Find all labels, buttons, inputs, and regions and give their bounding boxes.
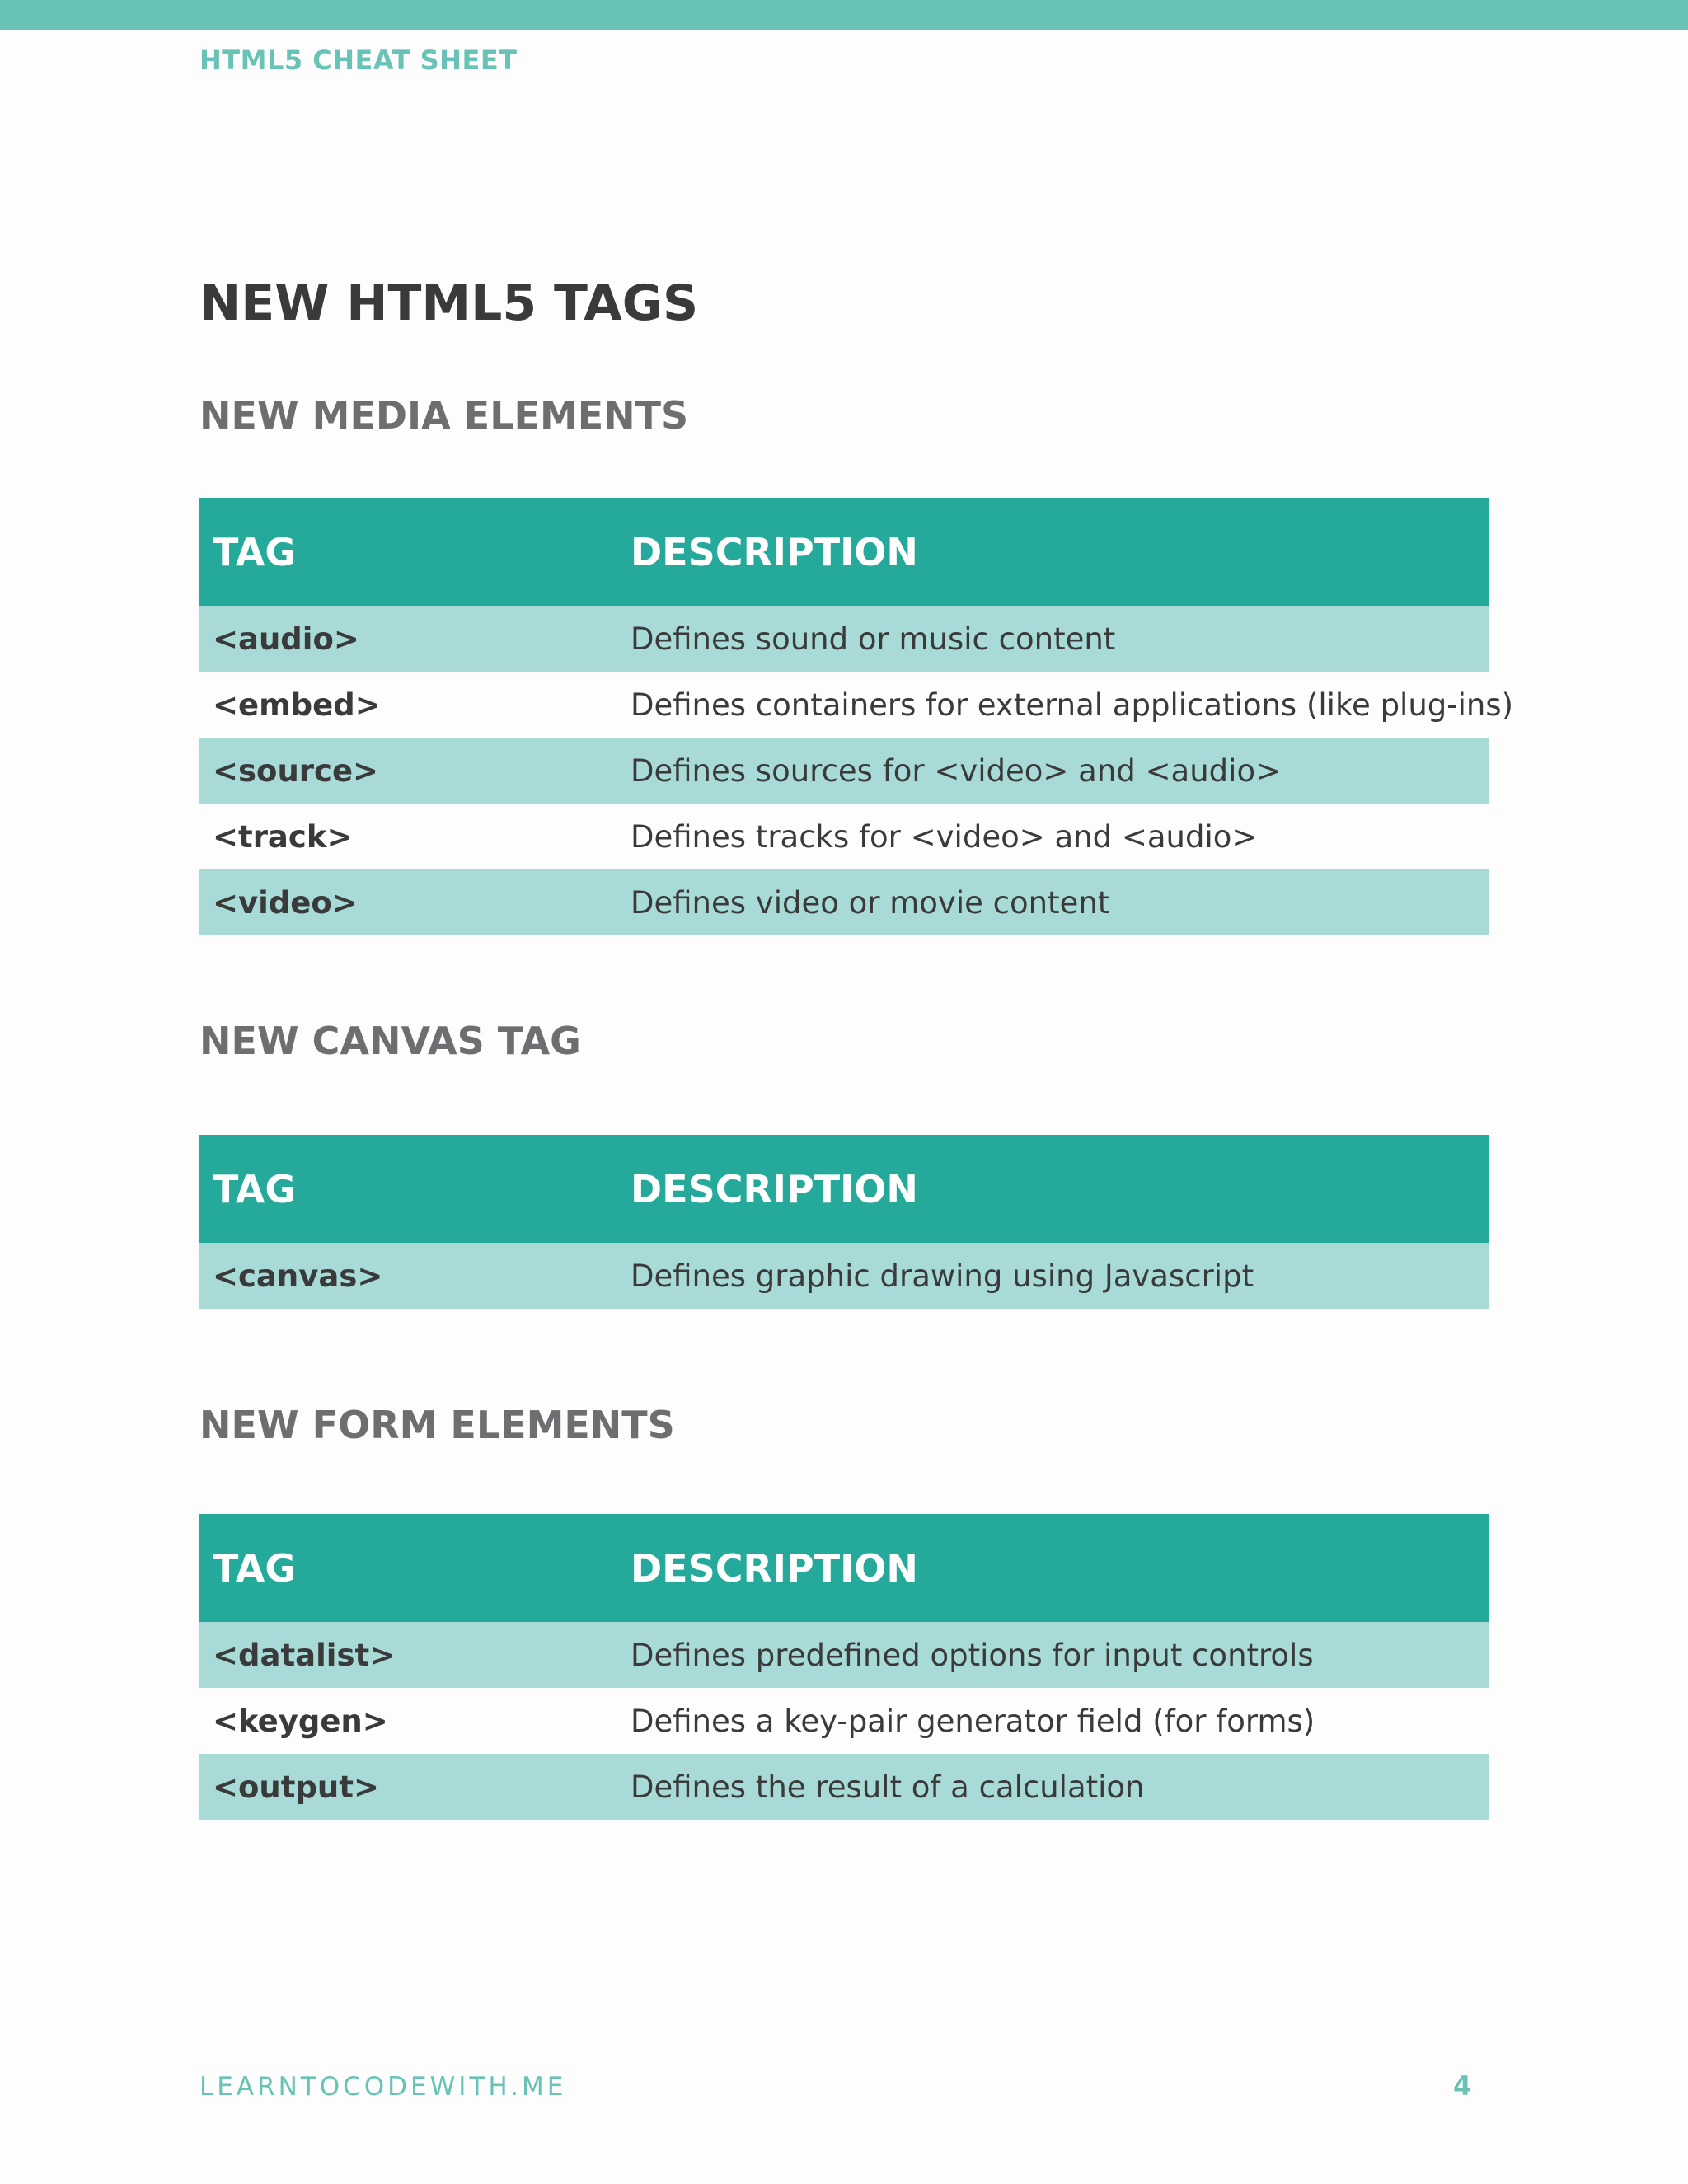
footer-site-link[interactable]: LEARNTOCODEWITH.ME: [199, 2072, 567, 2102]
table-header-row: [199, 1514, 1489, 1622]
table-row: [199, 1622, 1489, 1688]
tag-cell: <source>: [199, 738, 617, 804]
tag-cell: <canvas>: [199, 1243, 617, 1309]
tag-cell: <track>: [199, 804, 617, 869]
tag-cell: <keygen>: [199, 1688, 617, 1754]
top-accent-bar: [0, 0, 1688, 30]
document-header: HTML5 CHEAT SHEET: [199, 45, 518, 76]
table-row: [199, 738, 1489, 804]
description-cell: Defines predefined options for input controls: [617, 1622, 1489, 1688]
description-cell: Defines tracks for <video> and <audio>: [617, 804, 1489, 869]
description-cell: Defines containers for external applications (like plug-ins): [617, 672, 1489, 738]
form-elements-table: [199, 1514, 1489, 1820]
table-row: [199, 804, 1489, 869]
description-cell: Defines video or movie content: [617, 869, 1489, 935]
tag-cell: <video>: [199, 869, 617, 935]
section-title-canvas: NEW CANVAS TAG: [199, 1019, 581, 1063]
tag-cell: <output>: [199, 1754, 617, 1820]
column-header-description: DESCRIPTION: [617, 1135, 1489, 1243]
description-cell: Defines graphic drawing using Javascript: [617, 1243, 1489, 1309]
description-cell: Defines sound or music content: [617, 606, 1489, 672]
description-cell: Defines the result of a calculation: [617, 1754, 1489, 1820]
description-cell: Defines a key-pair generator field (for forms): [617, 1688, 1489, 1754]
table-row: [199, 606, 1489, 672]
column-header-tag: TAG: [199, 498, 617, 606]
column-header-description: DESCRIPTION: [617, 1514, 1489, 1622]
table-header-row: [199, 1135, 1489, 1243]
column-header-description: DESCRIPTION: [617, 498, 1489, 606]
tag-cell: <embed>: [199, 672, 617, 738]
column-header-tag: TAG: [199, 1135, 617, 1243]
table-header-row: [199, 498, 1489, 606]
section-title-media: NEW MEDIA ELEMENTS: [199, 393, 689, 438]
section-title-form: NEW FORM ELEMENTS: [199, 1403, 675, 1447]
media-elements-table: [199, 498, 1514, 935]
tag-cell: <datalist>: [199, 1622, 617, 1688]
canvas-tag-table: [199, 1135, 1489, 1309]
description-cell: Defines sources for <video> and <audio>: [617, 738, 1489, 804]
table-row: [199, 1243, 1489, 1309]
table-row: [199, 1688, 1489, 1754]
tag-cell: <audio>: [199, 606, 617, 672]
table-row: [199, 869, 1489, 935]
table-row: [199, 672, 1489, 738]
table-row: [199, 1754, 1489, 1820]
column-header-tag: TAG: [199, 1514, 617, 1622]
page-title: NEW HTML5 TAGS: [199, 274, 699, 332]
page-number: 4: [1453, 2070, 1472, 2102]
